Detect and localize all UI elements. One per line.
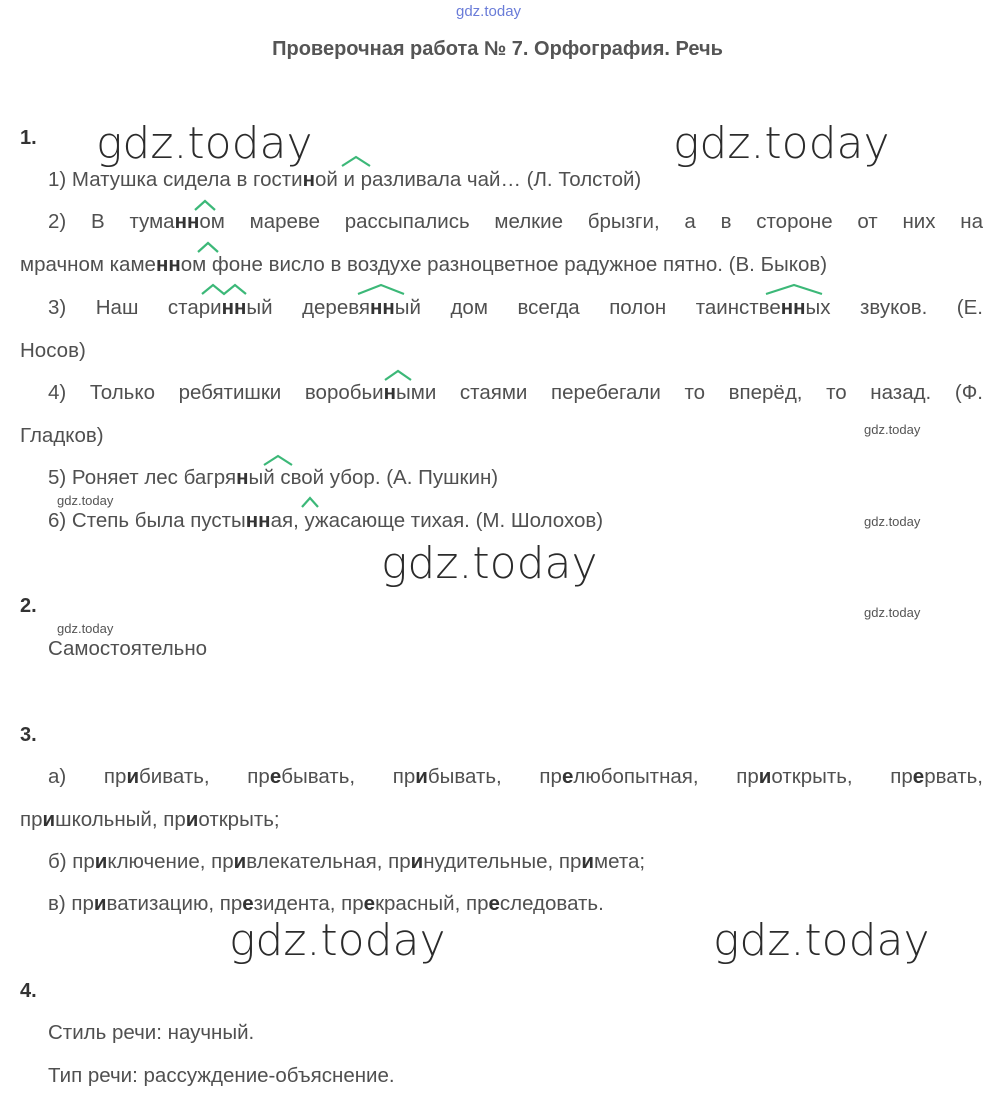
text-fragment: следовать. xyxy=(499,892,604,915)
sentence-3-line-2: Носов) xyxy=(20,339,86,362)
highlight-letter: е xyxy=(912,765,925,788)
speech-type: Тип речи: рассуждение-объяснение. xyxy=(48,1064,395,1087)
suffix-mark xyxy=(262,453,294,467)
highlight-letter: и xyxy=(126,765,140,788)
text-fragment: влекательная, пр xyxy=(246,850,411,873)
suffix-mark xyxy=(340,154,372,168)
text-fragment: нудительные, пр xyxy=(423,850,582,873)
highlight-letter: е xyxy=(269,765,282,788)
sentence-1: 1) Матушка сидела в гостиной и разливала чай… (Л. Толстой) xyxy=(48,168,642,191)
text-fragment: бывать, пр xyxy=(427,765,562,788)
text-fragment: открыть, пр xyxy=(771,765,913,788)
task-3-b xyxy=(48,850,645,874)
watermark-top: gdz.today xyxy=(456,3,522,20)
text-fragment: любопытная, пр xyxy=(573,765,759,788)
text-fragment: ключение, пр xyxy=(107,850,234,873)
sentence-3-line-1: 3) Наш старинный деревянный дом всегда полон таинственных звуков. (Е. xyxy=(48,296,983,319)
sentence-2-line-1: 2) В туманном мареве рассыпались мелкие брызги, а в стороне от них на xyxy=(48,210,983,233)
highlight-letter: е xyxy=(363,892,376,915)
task-number-2: 2. xyxy=(20,595,37,617)
task-2-answer: Самостоятельно xyxy=(48,637,208,660)
watermark-small: gdz.today xyxy=(57,493,114,508)
text-fragment: бывать, пр xyxy=(281,765,416,788)
watermark: gdz.today xyxy=(96,118,313,169)
highlight-letter: е xyxy=(242,892,254,915)
text-fragment: зидента, пр xyxy=(253,892,364,915)
speech-style: Стиль речи: научный. xyxy=(48,1021,255,1044)
task-number-3: 3. xyxy=(20,724,37,746)
text-fragment: школьный, пр xyxy=(55,808,186,831)
highlight-letter: и xyxy=(42,808,56,831)
suffix-mark xyxy=(764,282,824,296)
suffix-mark xyxy=(356,282,406,296)
sentence-5: 5) Роняет лес багряный свой убор. (А. Пушкин) xyxy=(48,466,499,489)
watermark-small: gdz.today xyxy=(864,605,921,620)
watermark-small: gdz.today xyxy=(864,514,921,529)
suffix-mark xyxy=(300,495,320,509)
highlight-letter: и xyxy=(758,765,772,788)
text-fragment: а) пр xyxy=(48,765,127,788)
highlight-letter: е xyxy=(488,892,500,915)
highlight-letter: и xyxy=(93,892,107,915)
text-fragment: бивать, пр xyxy=(139,765,270,788)
watermark: gdz.today xyxy=(229,915,446,966)
task-3-c xyxy=(48,892,604,916)
text-fragment: красный, пр xyxy=(375,892,489,915)
task-number-4: 4. xyxy=(20,980,37,1002)
text-fragment: б) пр xyxy=(48,850,95,873)
watermark: gdz.today xyxy=(381,538,598,589)
highlight-letter: и xyxy=(415,765,428,788)
task-3-a-line-1 xyxy=(48,765,983,789)
highlight-letter: и xyxy=(233,850,247,873)
watermark: gdz.today xyxy=(673,118,890,169)
sentence-6: 6) Степь была пустынная, ужасающе тихая. (М. Шолохов) xyxy=(48,509,604,532)
text-fragment: ватизацию, пр xyxy=(106,892,243,915)
highlight-letter: и xyxy=(410,850,424,873)
highlight-letter: и xyxy=(581,850,595,873)
highlight-letter: и xyxy=(185,808,199,831)
text-fragment: открыть; xyxy=(198,808,280,831)
suffix-mark xyxy=(196,240,220,254)
watermark-small: gdz.today xyxy=(864,422,921,437)
text-fragment: пр xyxy=(20,808,43,831)
watermark-small: gdz.today xyxy=(57,621,114,636)
highlight-letter: е xyxy=(561,765,574,788)
task-3-a-line-2 xyxy=(20,808,280,832)
sentence-4-line-1: 4) Только ребятишки воробьиными стаями перебегали то вперёд, то назад. (Ф. xyxy=(48,381,983,404)
suffix-mark xyxy=(383,368,413,382)
page-title: Проверочная работа № 7. Орфография. Речь xyxy=(272,38,723,60)
highlight-letter: и xyxy=(94,850,108,873)
sentence-4-line-2: Гладков) xyxy=(20,424,104,447)
watermark: gdz.today xyxy=(713,915,930,966)
text-fragment: в) пр xyxy=(48,892,94,915)
suffix-mark xyxy=(200,282,248,296)
suffix-mark xyxy=(193,198,217,212)
text-fragment: мета; xyxy=(594,850,646,873)
sentence-2-line-2: мрачном каменном фоне висло в воздухе разноцветное радужное пятно. (В. Быков) xyxy=(20,253,828,276)
text-fragment: рвать, xyxy=(924,765,983,788)
task-number-1: 1. xyxy=(20,127,37,149)
